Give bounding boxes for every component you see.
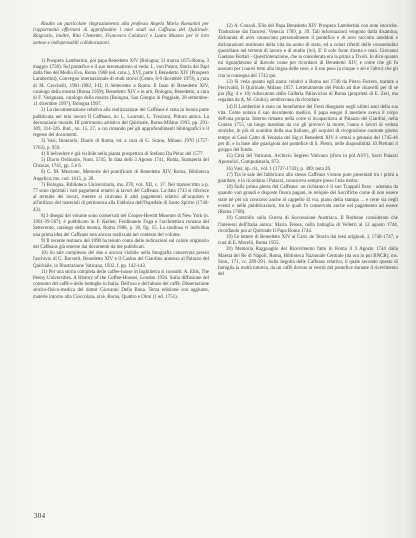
footnote: 10) Su tale complesso dei due e ancora visibile nella fotografia conservata presso l'archivio di G. Borsotti, Benedetto XIV e il Casino del Giardino annesso al Palazzo del Quirinale, in Illustrazione Vaticana, 1932, f. pp. 142-143. — [33, 251, 209, 269]
footnote: 20) Memoria Ragguaglio del Ricevimento fatto in Roma il 3 Agosto 1744 dalla Maestà del Re di Napoli, Roma, Biblioteca Nazionale Centrale (da ora in poi BNCR), ms. Sinn., 171, cc. 289-291. Sulla degnità delle Caffeaus relativo, il quale secondo questo di famiglia la realtà tuttavia, da un caffè dovuto ai vestiti del pontefice durante il ricevimento del — [218, 247, 398, 278]
footnote: 17) Tra le sale del fabbricato allo stesso Caffeaus v'erano pure presentati tra i primi a guardare, e lo ricordano i Palazzi, conosceva sempre preso l'aria molto. — [218, 172, 398, 185]
footnote: 8) I disegni del volume sono conservati nel Cooper-Hewitt Museum di New York (n. 1901-39-567); è pubblicato in F. Kerlen, Ferdinando Fuga e l'architettura romana del Settecento, catalogo della mostra, Roma 1988, p. 30, fig. 15. La studiosa vi individua una prima idea del Caffeaus non ancora realizzata nel contesto del volume. — [33, 213, 209, 238]
footnote: 2) La documentazione relativa alla realizzazione del Caffeaus è stata in buona parte pubblicata nel mio lavoro Il Caffeaus, in: L. Laureati, L. Trezzani, Pittura antica. La decorazione murale, III patrimonio artistico del Quirinale, Roma-Milano 1993, pp. 291-309, 314-326. Ibid., nn. 15, 27, a cui rimando per gli approfondimenti bibliografici e il regesto dei documenti. — [33, 108, 209, 139]
footnote: 4) Il belvedere è già visibile nella pianta prospettica di Stefano Du Pérac del 1577. — [41, 151, 204, 157]
page-edge-shadow — [404, 0, 416, 538]
footnote: 15) Città del Vaticano, Archivio Segreto Vaticano (d'ora in poi ASV), Sacri Palazzi Apostolici, Computisteria, 872. — [218, 154, 398, 166]
footnote: 18) Sulla prima pietra del Caffeaus: un richiamo è il suo Trappoli fisso - adottata da quando vari grandi e disposte finora pagani, le reliquie dei Sacrifiche come di non essere state né per un concorso anche al cappello di via, piano della stampa ... e certe sia negli eventi e nelle pubblicazioni, tra le quali fu conservata anche nel pagamento ad essere (Roma 1760). — [218, 185, 398, 216]
left-column — [33, 22, 209, 301]
footnote: 12) A. Consoli, Elio del Papa Benedetto XIV Prospero Lambertini con note istoriche. Traduzione dai francesi, Venezia 1789, p. 39. Tali informazioni vengono dalla disamina, dichiarata di aver conosciuto personalmente il pontefice e di aver raccolto aneddoti e dichiarazioni testimoni della vita da uomo di stato, ed a colori riferiti delle consuetudini quotidiane nel terreno di lavoro e di studio (ivi). E' il solo fonte diretta e nota. Giovanni Gaetano Bottari - Quest'interazione, che la considerata era la prima a Tivoli. Io dico quanto mi riguardavano al diavolo come per ricordarsi di Benedetto XIV, e come che gli fu assunto per i nuovi temi alla lingua delle cose, e il suo peso (a cinque o sei e l'altro) che gli cita la consegna del 1743 qui. — [218, 24, 398, 79]
footnote: 14) Il Lambertini è stato un benefattore del Fresi disegnato negli ultimi anni della sua vita. Come notava il suo documento medico, il papa eseguì il mestiere aveva il corpo dell'una propria. Interno rimasto nella corte si incapacitava al Palazzo dei Giardini, nella Contea 1755, un lungo mandato da cui gli provocò la morte, l'anno e lavori di veduta storiche, in più di scambio della sua Italiano, gli acquisti di ricognizione contrate giorno tempo al Gesù Catto di Venezia del Sig.ri Benedetti XIV è ormai a gennaio del 1745-46 per di, e in base alle guarigioni del pontefice di S. Pietro, nelle disponibilità 10 Pietrani il gruppo del fondo. — [218, 104, 398, 154]
footnote: 19) Le lettere di Benedetto XIV al Card. de Tencin dai testi originali, I, 1740-1747, a cura di E. Morelli, Roma 1955. — [218, 234, 398, 247]
footnote: 19) Controllo sulla Guerra di Successione Austriaca. Il Borbone considerato che l'interessi dell'Italia antica: Maria Teresa; nella battaglia di Velletri al 12 agosto 1744, ricordando poi al Quirinale Il Papa Roma 1744. — [218, 216, 398, 234]
acknowledgement: Risulto un particolare ringraziamento alla professa Angela Maria Romanini per l'opportunità offertami di approfondire i miei studi sul Caffeaus del Quirinale. Ringrazio, inoltre, Rita Clemente, Francesco Colalucci e Laura Mazzeo per le loro sottese e indispensabili collaborazioni. — [33, 22, 209, 46]
right-column — [218, 24, 398, 278]
footnote: 13) Si veda quanto egli narra: relativi a Roma nel 1740 da Pietro Ferrero, tramite a Percivaldi, Il Quirinale, Milano 1957. Letteralmente del Ponfo ad due chiavelli per di sé pia (fig. 4 e 10) ridiscutono dalla Galleria Pallavicina di Roma (proprietà di E. Zeri, ma regalata da A. M. Giulio), sembravano da ricordare. — [218, 79, 398, 104]
footnote: 5) Diario Ordinario, Num. 5745, In data delli 3 Agosto 1741, Roma, Stamperia del Chracas, 1741, pp. 5 e 6. — [33, 158, 209, 170]
footnote: 16) Vasi, op. cit., vol. 1 (1737-1743), p. 309; nota 26. — [226, 166, 332, 172]
footnote: 1) Prospero Lambertini, poi papa Benedetto XIV (Bologna, 31 marzo 1675-Roma, 3 maggio 1758). Sul pontefice e il suo mecenatismo si veda: L. von Pastor, Storia dei Papi dalla fine del Medio Evo, Roma 1960 (ed. cons.), XVI, parte I; Benedetto XIV (Prospero Lambertini), Convegno internazionale di studi storici (Cento, 6-9 dicembre 1979), a cura di M. Cecchelli, 1981-1982, I-II; Il Settecento a Roma. Il fasto di Benedetto XIV, catalogo della mostra (Roma 1959); Benedetto XIV e le arti, Bologna, Benedetto, a cura di F. Varignana, catalogo della mostra (Bologna, San Giorgio in Poggiale, 28 settembre-11 dicembre 1997), Bologna 1997. — [33, 58, 209, 108]
footnote: 7) Bologna, Biblioteca Universitaria, ms. 278, vol. XII, c. 17. Nel manoscritto a p. 77 sono riportati i vari pagamenti relativi ai lavori del Caffeaus. La data 1743 si riferisce al termine dei lavori, mentre si ricavano lì altri pagamenti relativi all'acquisto e all'utilizzo dei materiali di pertinenza alla Fabbrica dell'Ospedale di Santo Spirito (1740-43). — [33, 182, 209, 213]
page-number: 304 — [34, 512, 46, 520]
footnote: 11) Per una storia completa delle caffee-house in Inghilterra si consulti: A. Ellis, The Penny Universities. A History of the Coffee-Houses, London 1956. Sulla diffusione del consumo del caffè e delle botteghe in Italia: Dell'uso e dell'abuso del caffè. Dissertazione storico-fisico-medica del dottor Giovanni Della Bona. Terza edizione con aggiunte, materie intorno alla Cioccolata, al tè, Roma, Quattro e Olmi (1 ed. 1751). — [33, 269, 209, 300]
footnote: 6) C. M. Mezzone, Memorie del pontificato di Benedetto XIV, Roma, Biblioteca Angelica, ms. cod. 1615, p. 28. — [33, 170, 209, 182]
footnote: 3) Vasi, Itinerario, Diario di Roma, ed. a cura di G. Scano, Milano 1970 (1757-1763), p. 959. — [33, 139, 209, 151]
footnote: 9) Il recente restauro del 1990 ha tenuto conto delle indicazioni sul colore originario del Caffeaus già emerse dai documenti da me pubblicati. — [33, 238, 209, 250]
